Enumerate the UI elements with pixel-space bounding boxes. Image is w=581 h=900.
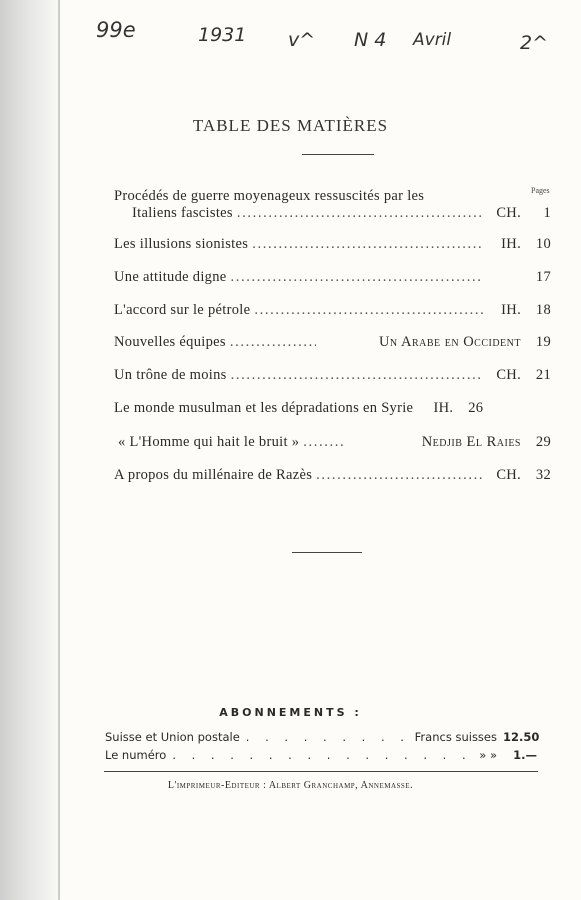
toc-entry-title: Procédés de guerre moyenageux ressuscités par les [114,188,425,204]
toc-entry-page: 29 [535,434,551,450]
toc-entry-page: 18 [535,302,551,318]
toc-entry-author: IH. [501,302,521,318]
toc-entry-page: 32 [535,467,551,483]
subscription-row [105,748,537,762]
leader-dots [252,236,483,253]
subscription-currency: Francs suisses [414,730,497,744]
imprint-line: L'imprimeur-Editeur : Albert Granchamp, Annemasse. [167,780,414,791]
toc-entry-title-continued: Italiens fascistes [132,205,233,221]
toc-entry [114,236,551,253]
toc-entry-title: Une attitude digne [114,269,227,285]
leader-dots [246,730,409,744]
toc-entry-title: L'accord sur le pétrole [114,302,251,318]
leader-dots [303,434,343,451]
handwritten-note: N 4 [354,29,387,51]
toc-entry-title: « L'Homme qui hait le bruit » [118,434,300,450]
toc-entry [114,269,551,286]
handwritten-note: 99e [96,18,136,42]
toc-entry-author: CH. [496,205,521,221]
toc-entry-author: Nedjib El Raies [421,434,521,450]
toc-entry-author: IH. [501,236,521,252]
leader-dots [172,748,473,762]
leader-dots [231,367,483,384]
toc-entry [114,188,551,222]
toc-entry-page: 1 [543,205,551,221]
toc-entry-title: Nouvelles équipes [114,334,226,350]
subscriptions-heading: ABONNEMENTS : [219,706,362,719]
toc-entry-title: Les illusions sionistes [114,236,249,252]
subscription-label: Le numéro [105,748,167,762]
leader-dots [254,302,483,319]
toc-entry [114,467,551,484]
toc-entry [114,367,551,384]
handwritten-note: v^ [288,29,316,51]
toc-entry-title: A propos du millénaire de Razès [114,467,313,483]
toc-entry-page: 17 [535,269,551,285]
toc-entry [114,400,551,417]
toc-entry-author: Un Arabe en Occident [378,334,521,350]
handwritten-note: 2^ [520,32,549,54]
section-divider [292,552,362,553]
toc-entry-author: IH. [433,400,454,416]
page-title: TABLE DES MATIÈRES [192,116,389,135]
imprint-rule [104,771,538,772]
pages-column-label: Pages [531,186,550,195]
toc-entry [114,302,551,319]
handwritten-note: Avril [413,30,452,50]
subscription-currency: » » [479,748,497,762]
toc-entry [114,434,551,451]
leader-dots [237,205,483,222]
subscription-label: Suisse et Union postale [105,730,240,744]
toc-entry-title: Le monde musulman et les dépradations en Syrie [114,400,414,416]
toc-entry-page: 26 [468,400,484,416]
handwritten-note: 1931 [198,24,247,46]
toc-entry-page: 19 [535,334,551,350]
toc-entry-author: CH. [496,467,521,483]
leader-dots [231,269,483,286]
subscription-price: 1.— [513,748,537,762]
toc-entry-author: CH. [496,367,521,383]
subscription-price: 12.50 [503,730,540,744]
title-divider [302,154,374,155]
leader-dots [316,467,483,484]
leader-dots [230,334,316,351]
toc-entry-page: 10 [535,236,551,252]
toc-entry-title: Un trône de moins [114,367,227,383]
subscription-row [105,730,540,744]
toc-entry [114,334,551,351]
toc-entry-page: 21 [535,367,551,383]
